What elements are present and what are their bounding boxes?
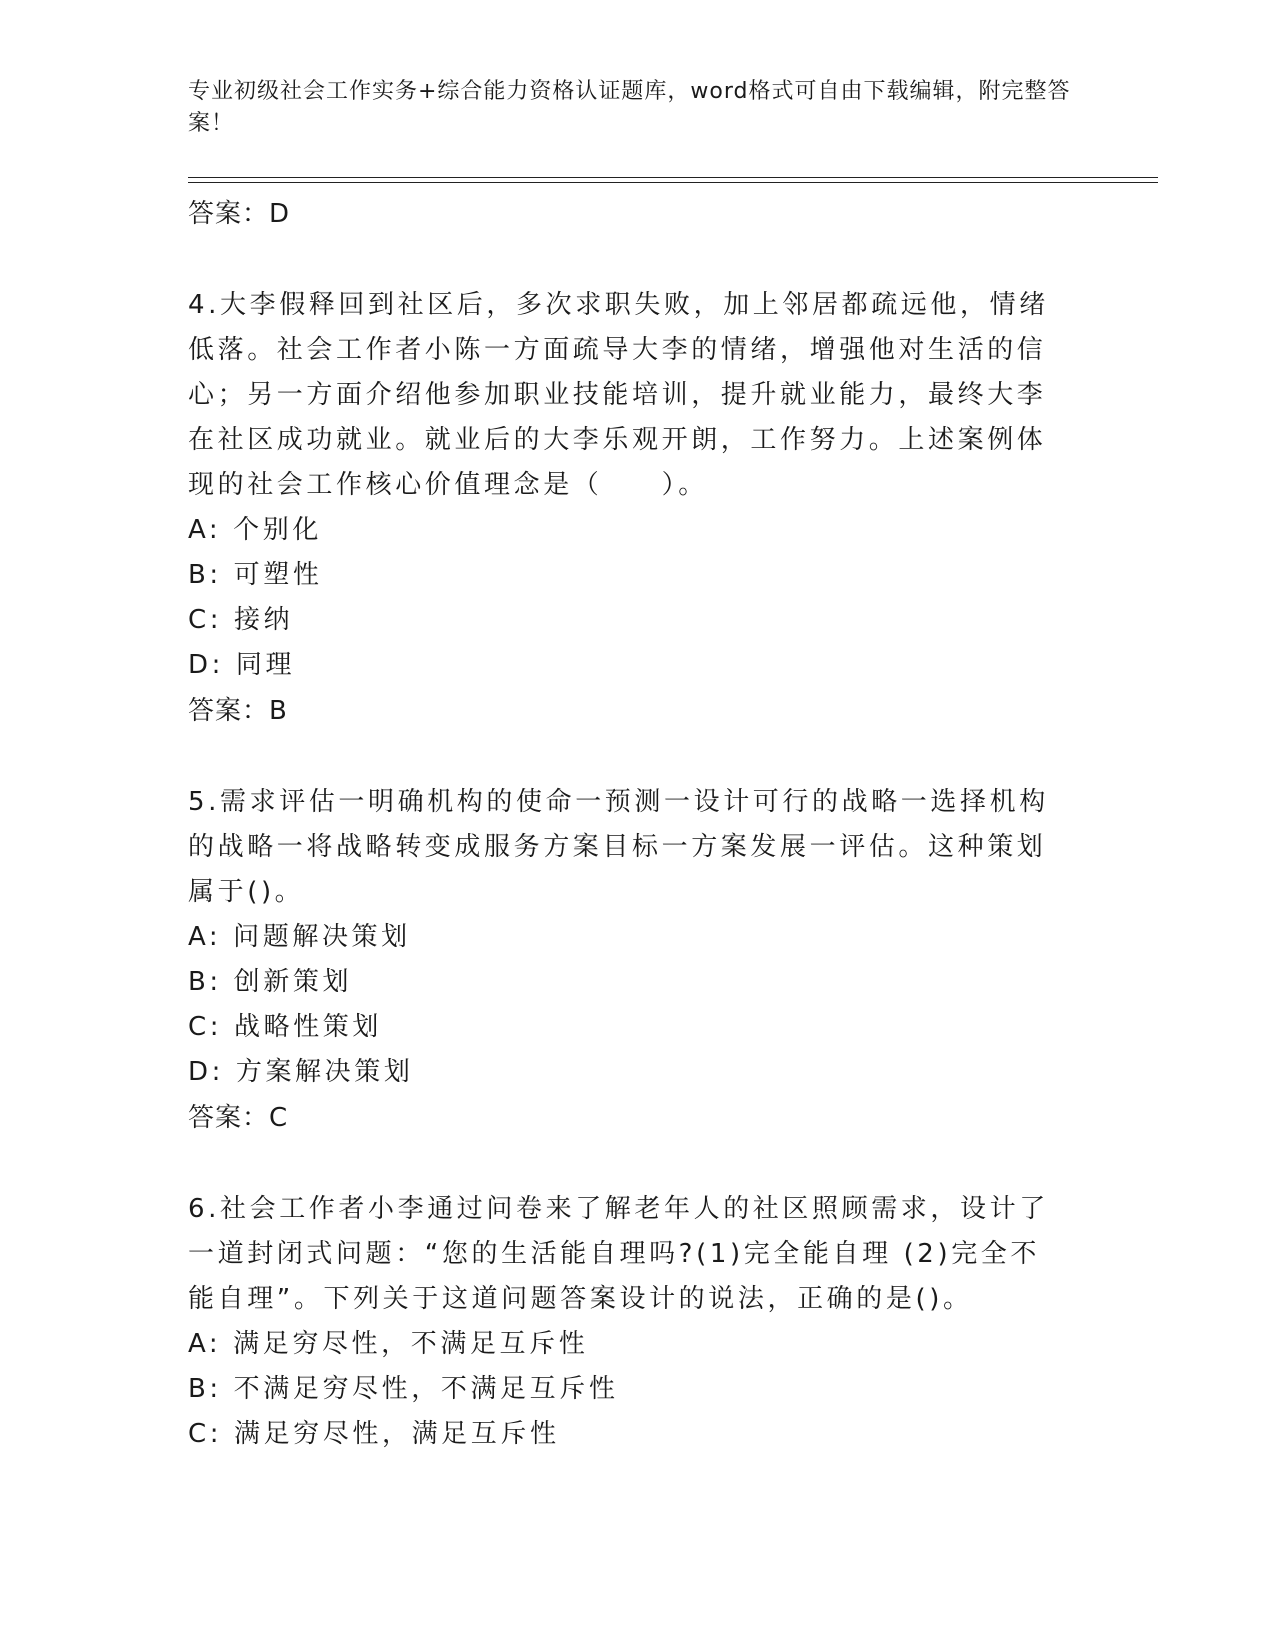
option-b: B: 不满足穷尽性，不满足互斥性 (188, 1374, 619, 1404)
option-b: B: 可塑性 (188, 560, 323, 590)
option-a: A: 满足穷尽性，不满足互斥性 (188, 1329, 589, 1359)
option-c: C: 战略性策划 (188, 1012, 382, 1042)
question-stem: 5.需求评估一明确机构的使命一预测一设计可行的战略一选择机构的战略一将战略转变成服务方案目标一方案发展一评估。这种策划属于()。 (188, 787, 1049, 907)
page-header: 专业初级社会工作实务+综合能力资格认证题库，word格式可自由下载编辑，附完整答案！ (188, 79, 1071, 136)
question-stem: 4.大李假释回到社区后，多次求职失败，加上邻居都疏远他，情绪低落。社会工作者小陈一方面疏导大李的情绪，增强他对生活的信心；另一方面介绍他参加职业技能培训，提升就业能力，最终大李在社区成功就业。就业后的大李乐观开朗，工作努力。上述案例体现的社会工作核心价值理念是（ ）。 (188, 290, 1049, 500)
question-answer: 答案：C (188, 1103, 289, 1133)
question-stem: 6.社会工作者小李通过问卷来了解老年人的社区照顾需求，设计了一道封闭式问题：“您的生活能自理吗?(1)完全能自理 (2)完全不能自理”。下列关于这道问题答案设计的说法，正确的是()。 (188, 1194, 1049, 1314)
previous-answer: 答案：D (188, 199, 291, 229)
header-rule-top (188, 177, 1158, 178)
document-content (188, 191, 1068, 1457)
option-a: A: 问题解决策划 (188, 922, 411, 952)
option-a: A: 个别化 (188, 515, 322, 545)
document-page (188, 0, 1158, 1650)
option-c: C: 满足穷尽性，满足互斥性 (188, 1419, 560, 1449)
question-4 (188, 283, 1068, 734)
question-5 (188, 780, 1068, 1141)
option-d: D: 同理 (188, 650, 296, 680)
option-d: D: 方案解决策划 (188, 1057, 414, 1087)
option-b: B: 创新策划 (188, 967, 353, 997)
question-answer: 答案：B (188, 696, 288, 726)
header-rule-bottom (188, 182, 1158, 183)
option-c: C: 接纳 (188, 605, 294, 635)
question-6 (188, 1187, 1068, 1457)
